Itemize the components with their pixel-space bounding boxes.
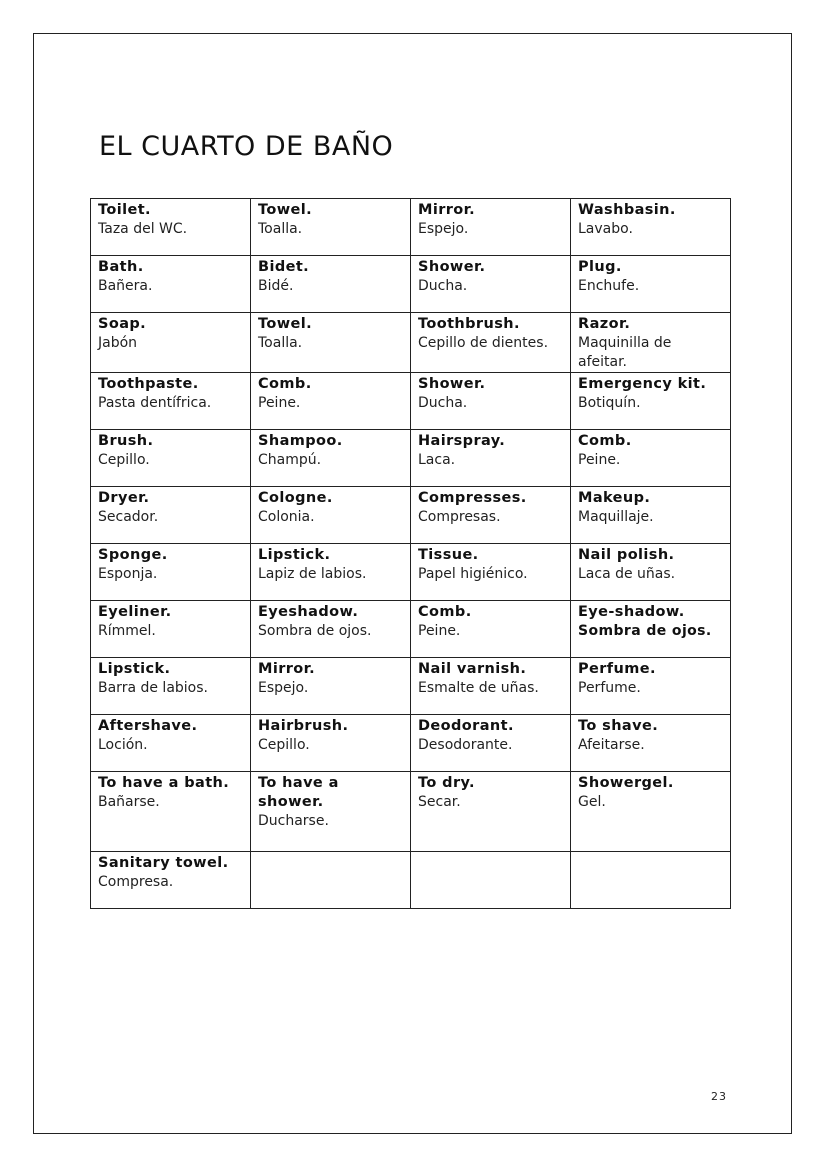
vocab-cell xyxy=(411,852,571,909)
spanish-translation: Bañera. xyxy=(98,278,153,294)
vocab-cell xyxy=(411,487,571,544)
spanish-translation: Cepillo de dientes. xyxy=(418,335,549,351)
vocab-cell xyxy=(91,544,251,601)
english-term: Washbasin. xyxy=(578,202,676,218)
vocab-cell xyxy=(91,313,251,373)
vocab-cell xyxy=(251,313,411,373)
vocab-cell xyxy=(91,658,251,715)
spanish-translation: Lapiz de labios. xyxy=(258,566,367,582)
english-term: Mirror. xyxy=(258,661,316,677)
english-term: To shave. xyxy=(578,718,659,734)
english-term: Lipstick. xyxy=(98,661,171,677)
english-term: Shower. xyxy=(418,376,486,392)
english-term: Toothpaste. xyxy=(98,376,199,392)
english-term: Cologne. xyxy=(258,490,333,506)
page-number: 23 xyxy=(711,1090,727,1103)
spanish-translation: Afeitarse. xyxy=(578,737,645,753)
vocab-cell xyxy=(411,313,571,373)
vocab-cell xyxy=(571,852,731,909)
spanish-translation: Sombra de ojos. xyxy=(258,623,372,639)
vocab-cell xyxy=(251,487,411,544)
english-term: Shower. xyxy=(418,259,486,275)
vocab-cell xyxy=(571,772,731,852)
spanish-translation: Cepillo. xyxy=(98,452,150,468)
spanish-translation: Sombra de ojos. xyxy=(578,623,712,639)
english-term: Makeup. xyxy=(578,490,651,506)
vocab-cell xyxy=(251,772,411,852)
table-row xyxy=(91,313,731,373)
english-term: Comb. xyxy=(258,376,312,392)
vocab-cell xyxy=(91,601,251,658)
english-term: To dry. xyxy=(418,775,475,791)
vocab-cell xyxy=(411,544,571,601)
spanish-translation: Botiquín. xyxy=(578,395,641,411)
vocab-cell xyxy=(91,487,251,544)
english-term: Comb. xyxy=(418,604,472,620)
spanish-translation: Loción. xyxy=(98,737,148,753)
vocab-cell xyxy=(251,430,411,487)
table-row xyxy=(91,544,731,601)
spanish-translation: Perfume. xyxy=(578,680,641,696)
vocab-cell xyxy=(411,772,571,852)
table-row xyxy=(91,852,731,909)
spanish-translation: Compresa. xyxy=(98,874,174,890)
english-term: Towel. xyxy=(258,316,313,332)
vocab-cell xyxy=(411,601,571,658)
english-term: Perfume. xyxy=(578,661,656,677)
english-term: Nail polish. xyxy=(578,547,675,563)
english-term: Sponge. xyxy=(98,547,168,563)
vocab-cell xyxy=(411,199,571,256)
table-row xyxy=(91,199,731,256)
english-term: Bidet. xyxy=(258,259,310,275)
spanish-translation: Peine. xyxy=(418,623,461,639)
spanish-translation: Toalla. xyxy=(258,221,303,237)
spanish-translation: Maquillaje. xyxy=(578,509,654,525)
vocab-cell xyxy=(411,658,571,715)
english-term: Hairbrush. xyxy=(258,718,349,734)
english-term: Aftershave. xyxy=(98,718,198,734)
spanish-translation: Esponja. xyxy=(98,566,158,582)
spanish-translation: Barra de labios. xyxy=(98,680,208,696)
vocab-cell xyxy=(571,373,731,430)
spanish-translation: Colonia. xyxy=(258,509,315,525)
spanish-translation: Peine. xyxy=(258,395,301,411)
table-row xyxy=(91,772,731,852)
vocab-cell xyxy=(571,430,731,487)
english-term: Eyeliner. xyxy=(98,604,172,620)
table-row xyxy=(91,715,731,772)
vocab-cell xyxy=(251,199,411,256)
spanish-translation: Ducha. xyxy=(418,278,468,294)
vocab-cell xyxy=(411,256,571,313)
spanish-translation: Rímmel. xyxy=(98,623,156,639)
vocab-cell xyxy=(571,313,731,373)
spanish-translation: Maquinilla de afeitar. xyxy=(578,335,672,370)
vocab-cell xyxy=(571,715,731,772)
spanish-translation: Compresas. xyxy=(418,509,501,525)
spanish-translation: Toalla. xyxy=(258,335,303,351)
vocab-cell xyxy=(251,544,411,601)
english-term: Eye-shadow. xyxy=(578,604,685,620)
spanish-translation: Laca de uñas. xyxy=(578,566,676,582)
spanish-translation: Cepillo. xyxy=(258,737,310,753)
vocabulary-table-body xyxy=(91,199,731,909)
spanish-translation: Ducharse. xyxy=(258,813,329,829)
spanish-translation: Secador. xyxy=(98,509,159,525)
vocabulary-table xyxy=(90,198,731,909)
table-row xyxy=(91,658,731,715)
spanish-translation: Laca. xyxy=(418,452,456,468)
english-term: Lipstick. xyxy=(258,547,331,563)
english-term: Toothbrush. xyxy=(418,316,520,332)
vocab-cell xyxy=(91,852,251,909)
vocab-cell xyxy=(251,373,411,430)
vocab-cell xyxy=(91,772,251,852)
vocab-cell xyxy=(91,715,251,772)
spanish-translation: Secar. xyxy=(418,794,461,810)
table-row xyxy=(91,487,731,544)
spanish-translation: Espejo. xyxy=(418,221,469,237)
vocab-cell xyxy=(251,852,411,909)
english-term: Emergency kit. xyxy=(578,376,707,392)
english-term: Bath. xyxy=(98,259,144,275)
english-term: Sanitary towel. xyxy=(98,855,229,871)
vocab-cell xyxy=(91,430,251,487)
vocab-cell xyxy=(571,199,731,256)
vocab-cell xyxy=(91,199,251,256)
vocab-cell xyxy=(411,715,571,772)
english-term: Comb. xyxy=(578,433,632,449)
vocab-cell xyxy=(251,601,411,658)
spanish-translation: Gel. xyxy=(578,794,606,810)
english-term: Plug. xyxy=(578,259,622,275)
english-term: Eyeshadow. xyxy=(258,604,359,620)
spanish-translation: Bidé. xyxy=(258,278,294,294)
spanish-translation: Lavabo. xyxy=(578,221,633,237)
spanish-translation: Bañarse. xyxy=(98,794,160,810)
english-term: Brush. xyxy=(98,433,154,449)
table-row xyxy=(91,430,731,487)
spanish-translation: Peine. xyxy=(578,452,621,468)
spanish-translation: Enchufe. xyxy=(578,278,640,294)
english-term: To have a bath. xyxy=(98,775,230,791)
english-term: Compresses. xyxy=(418,490,527,506)
spanish-translation: Jabón xyxy=(98,335,138,351)
english-term: Towel. xyxy=(258,202,313,218)
spanish-translation: Champú. xyxy=(258,452,322,468)
spanish-translation: Pasta dentífrica. xyxy=(98,395,212,411)
vocab-cell xyxy=(251,658,411,715)
vocab-cell xyxy=(91,373,251,430)
vocab-cell xyxy=(91,256,251,313)
english-term: Soap. xyxy=(98,316,147,332)
spanish-translation: Ducha. xyxy=(418,395,468,411)
vocab-cell xyxy=(571,601,731,658)
table-row xyxy=(91,601,731,658)
english-term: Dryer. xyxy=(98,490,150,506)
vocab-cell xyxy=(251,256,411,313)
vocab-cell xyxy=(411,373,571,430)
english-term: Nail varnish. xyxy=(418,661,527,677)
table-row xyxy=(91,256,731,313)
english-term: Toilet. xyxy=(98,202,151,218)
vocab-cell xyxy=(571,658,731,715)
english-term: To have a shower. xyxy=(258,775,339,810)
page-title: EL CUARTO DE BAÑO xyxy=(99,131,394,162)
vocab-cell xyxy=(571,487,731,544)
spanish-translation: Espejo. xyxy=(258,680,309,696)
english-term: Hairspray. xyxy=(418,433,506,449)
english-term: Razor. xyxy=(578,316,631,332)
english-term: Shampoo. xyxy=(258,433,343,449)
english-term: Showergel. xyxy=(578,775,674,791)
english-term: Tissue. xyxy=(418,547,479,563)
spanish-translation: Esmalte de uñas. xyxy=(418,680,539,696)
vocab-cell xyxy=(571,256,731,313)
vocab-cell xyxy=(251,715,411,772)
vocab-cell xyxy=(571,544,731,601)
vocab-cell xyxy=(411,430,571,487)
english-term: Mirror. xyxy=(418,202,476,218)
spanish-translation: Taza del WC. xyxy=(98,221,188,237)
table-row xyxy=(91,373,731,430)
spanish-translation: Desodorante. xyxy=(418,737,513,753)
spanish-translation: Papel higiénico. xyxy=(418,566,528,582)
english-term: Deodorant. xyxy=(418,718,514,734)
